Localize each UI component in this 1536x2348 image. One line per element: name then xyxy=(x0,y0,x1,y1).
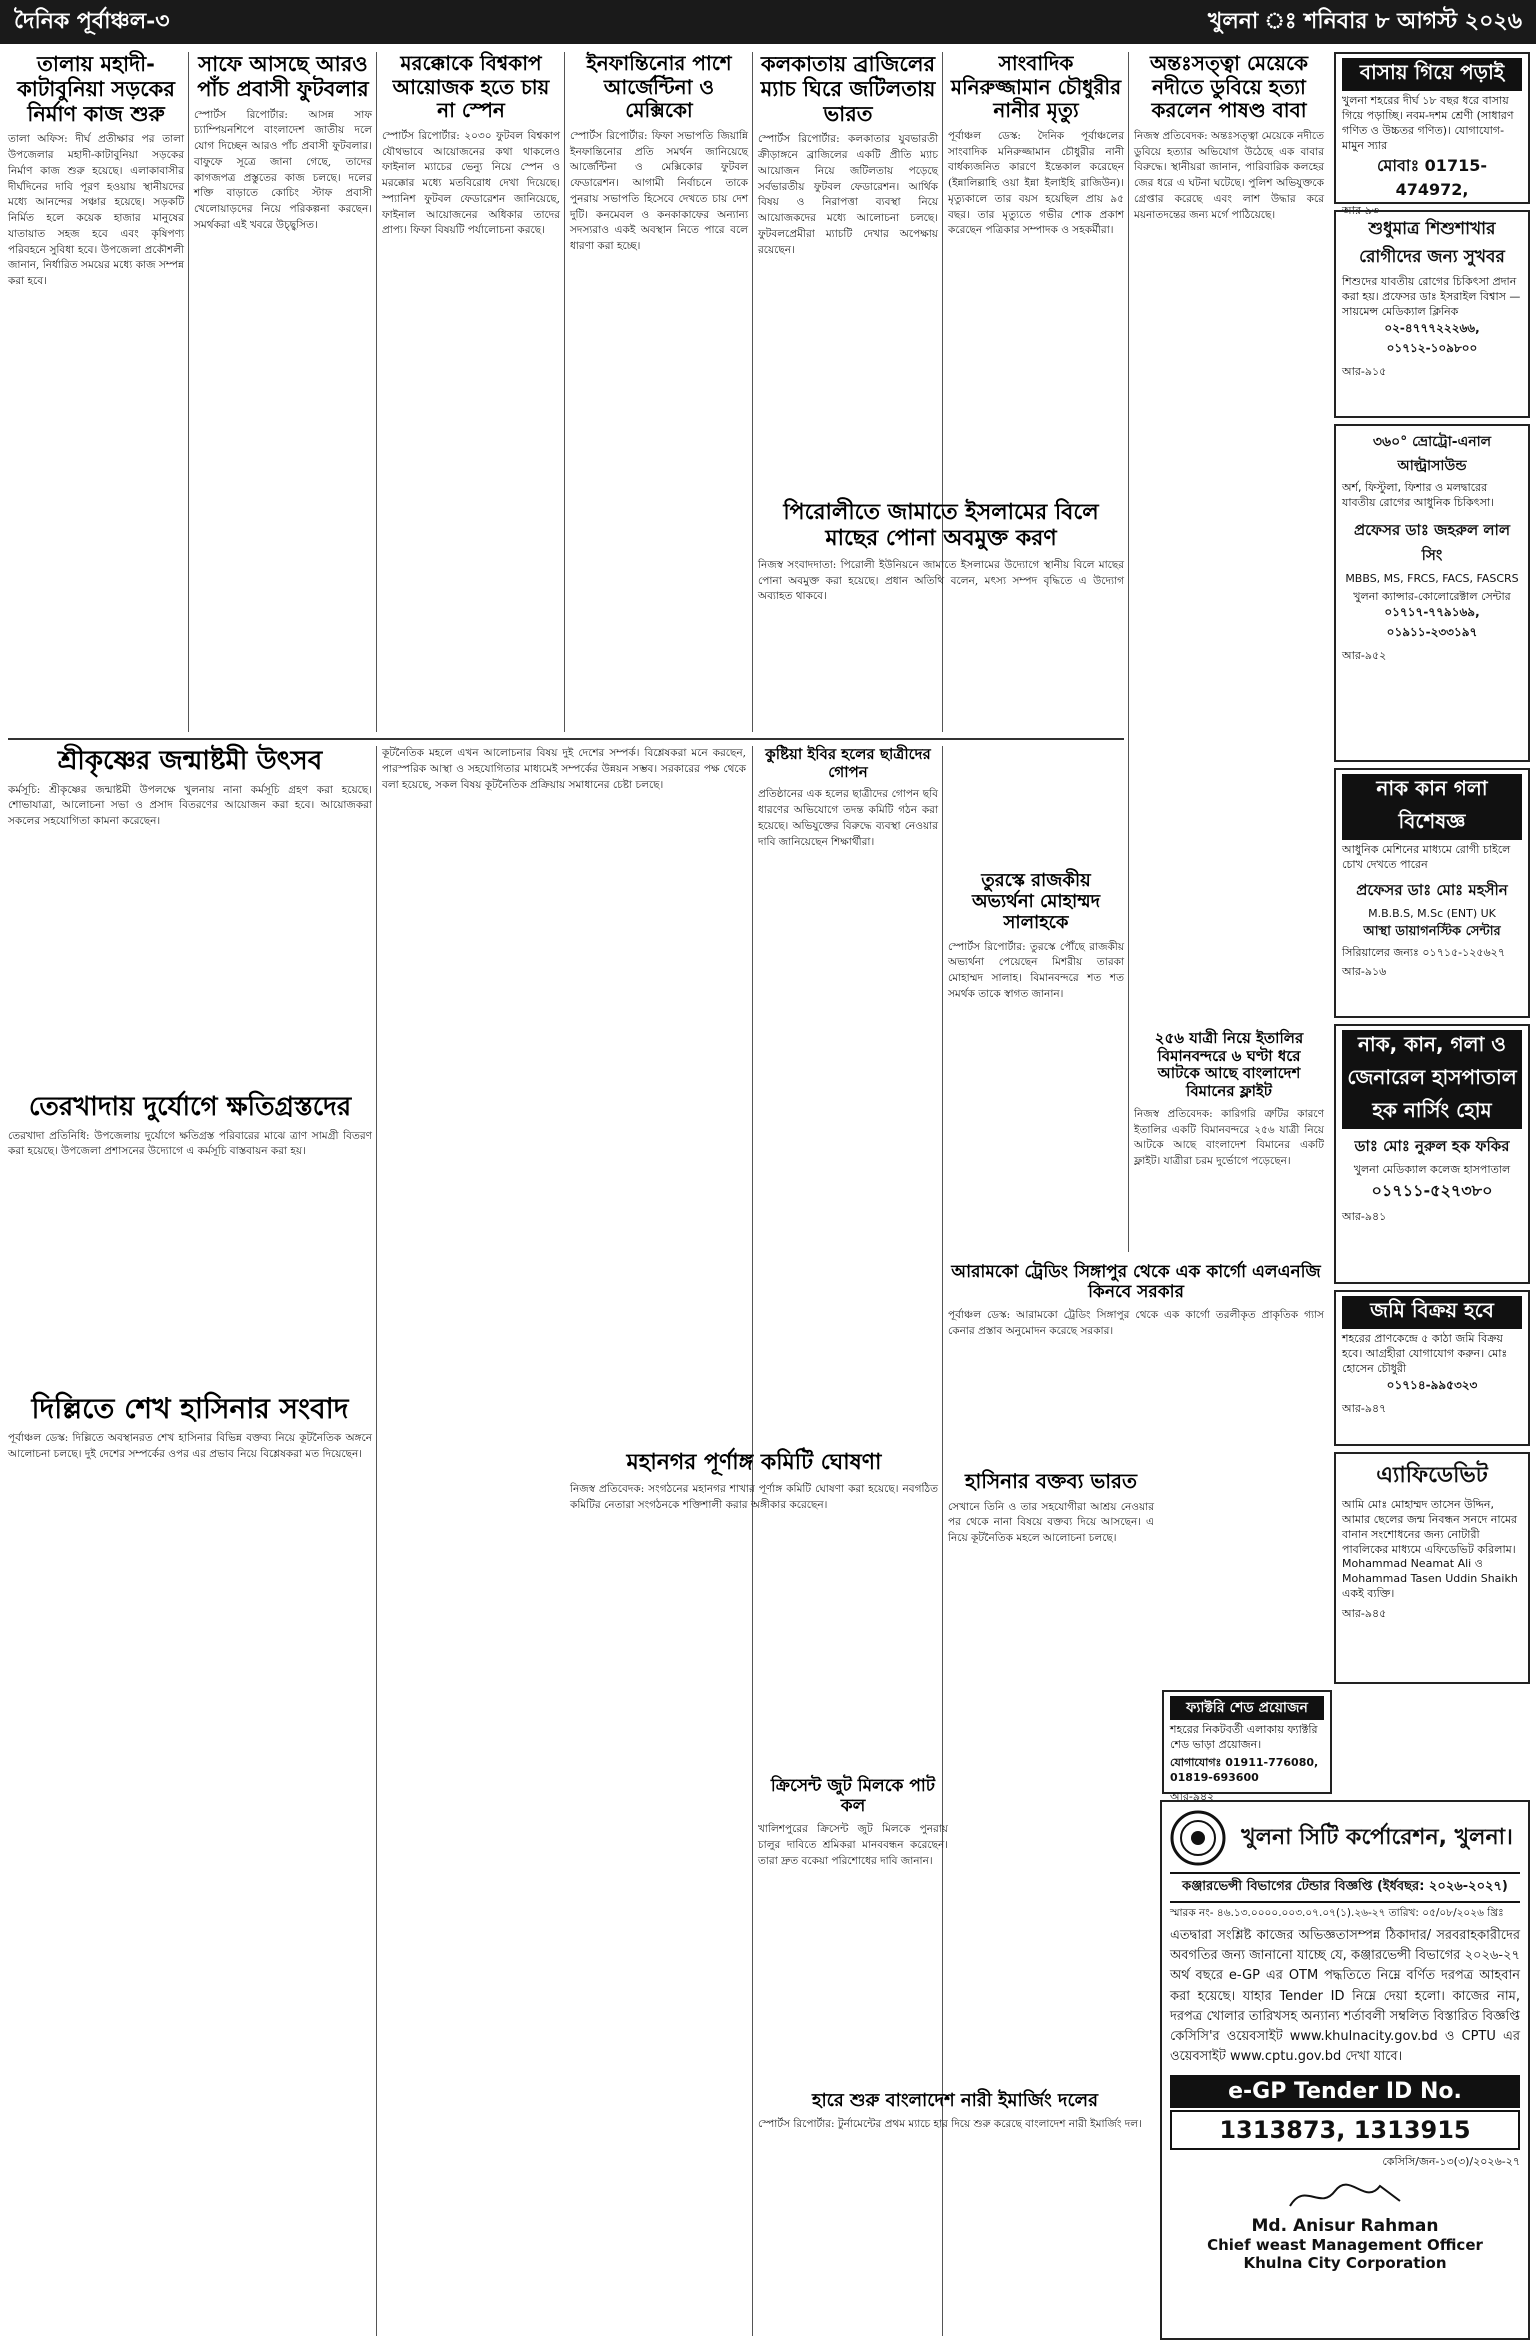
tender-body: এতদ্বারা সংশ্লিষ্ট কাজের অভিজ্ঞতাসম্পন্ন ঠিকাদার/ সরবরাহকারীদের অবগতির জন্য জানানো যাচ্ছে যে, কঞ্জারভেন্সী বিভাগের ২০২৬-২৭ অর্থ বছরে e-GP এর OTM পদ্ধতিতে নিম্নে বর্ণিত দরপত্র আহবান করা হয়েছে। যাহার Tender ID নিম্নে দেয়া হলো। কাজের নাম, দরপত্র খোলার তারিখসহ অন্যান্য শর্তাবলী সম্বলিত বিস্তারিত বিজ্ঞপ্তি কেসিসি'র ওয়েবসাইট www.khulnacity.gov.bd ও CPTU এর ওয়েবসাইট www.cptu.gov.bd দেখা যাবে। xyxy=(1170,1928,1520,2065)
ad-child-patients xyxy=(1334,210,1530,418)
headline: সাফে আসছে আরও পাঁচ প্রবাসী ফুটবলার xyxy=(197,52,369,101)
article-body: তেরখাদা প্রতিনিধি: উপজেলায় দুর্যোগে ক্ষতিগ্রস্ত পরিবারের মাঝে ত্রাণ সামগ্রী বিতরণ করা হয়েছে। উপজেলা প্রশাসনের উদ্যোগে এ কর্মসূচি বাস্তবায়ন করা হয়। xyxy=(8,1129,372,1158)
article-body: নিজস্ব প্রতিবেদক: সংগঠনের মহানগর শাখার পূর্ণাঙ্গ কমিটি ঘোষণা করা হয়েছে। নবগঠিত কমিটির নেতারা সংগঠনকে শক্তিশালী করার অঙ্গীকার করেছেন। xyxy=(570,1482,938,1511)
tender-id-label: e-GP Tender ID No. xyxy=(1170,2075,1520,2108)
article-aramco-lng xyxy=(948,1262,1324,1462)
article-body: স্পোর্টস রিপোর্টার: তুরস্কে পৌঁছে রাজকীয় অভ্যর্থনা পেয়েছেন মিশরীয় তারকা মোহাম্মদ সালাহ। বিমানবন্দরে শত শত সমর্থক তাকে স্বাগত জানান। xyxy=(948,940,1124,1000)
article-saf-footballers xyxy=(194,52,372,732)
ad-affidavit xyxy=(1334,1452,1530,1684)
kcc-seal-icon xyxy=(1170,1810,1226,1866)
ad-place: আস্থা ডায়াগনস্টিক সেন্টার xyxy=(1363,923,1501,939)
ad-phone: ০১৭১৭-৭৭৯১৬৯, ০১৯১১-২৩৩১৯৭ xyxy=(1384,605,1480,640)
tender-signer: Md. Anisur Rahman xyxy=(1251,2216,1439,2237)
page-header xyxy=(0,0,1536,44)
article-body: নিজস্ব প্রতিবেদক: কারিগরি ত্রুটির কারণে ইতালির একটি বিমানবন্দরে ২৫৬ যাত্রী নিয়ে আটকে আছে বাংলাদেশ বিমানের একটি ফ্লাইট। যাত্রীরা চরম দুর্ভোগে পড়েছেন। xyxy=(1134,1107,1324,1167)
ad-phone: যোগাযোগঃ 01911-776080, 01819-693600 xyxy=(1170,1755,1319,1784)
paper-page-name: দৈনিক পূর্বাঞ্চল-৩ xyxy=(14,7,170,34)
headline: তালায় মহাদী-কাটাবুনিয়া সড়কের নির্মাণ কাজ শুরু xyxy=(17,52,175,126)
ad-ref: আর-৯১৬ xyxy=(1342,965,1387,979)
tender-org: খুলনা সিটি কর্পোরেশন, খুলনা। xyxy=(1241,1824,1513,1850)
ad-ref: আর-৯৪১ xyxy=(1342,1209,1387,1223)
article-terokhada-disaster xyxy=(8,1092,372,1382)
headline: সাংবাদিক মনিরুজ্জামান চৌধুরীর নানীর মৃত্যু xyxy=(950,51,1122,123)
headline: ইনফান্তিনোর পাশে আর্জেন্টিনা ও মেক্সিকো xyxy=(586,51,732,123)
ad-place: খুলনা মেডিক্যাল কলেজ হাসপাতাল xyxy=(1353,1163,1511,1176)
article-kolkata-brazil xyxy=(758,52,938,492)
article-body: স্পোর্টস রিপোর্টার: ফিফা সভাপতি জিয়ান্নি ইনফান্তিনোর প্রতি সমর্থন জানিয়েছে আর্জেন্টিনা ও মেক্সিকোর ফুটবল ফেডারেশন। আগামী নির্বাচনে তাকে পুনরায় সভাপতি হিসেবে দেখতে চায় দেশ দুটি। কনমেবল ও কনকাকাফের অন্যান্য সদস্যরাও একই অবস্থান নিতে পারে বলে ধারণা করা হচ্ছে। xyxy=(570,129,748,253)
headline: আরামকো ট্রেডিং সিঙ্গাপুর থেকে এক কার্গো এলএনজি কিনবে সরকার xyxy=(951,1262,1321,1303)
ad-title: ৩৬০° ভ্রোট্রো-এনাল আল্ট্রাসাউন্ড xyxy=(1372,434,1492,474)
article-body: স্পোর্টস রিপোর্টার: আসন্ন সাফ চ্যাম্পিয়নশিপে বাংলাদেশ জাতীয় দলে যোগ দিচ্ছেন আরও পাঁচ প্রবাসী ফুটবলার। বাফুফে সূত্রে জানা গেছে, তাদের কাগজপত্র প্রস্তুতের কাজ চলছে। দলের শক্তি বাড়াতে কোচিং স্টাফ প্রবাসী খেলোয়াড়দের নিয়ে পরিকল্পনা করছেন। সমর্থকরা এই খবরে উচ্ছ্বসিত। xyxy=(194,108,372,231)
article-janmashtami xyxy=(8,746,372,1082)
ad-haque-nursing-home xyxy=(1334,1024,1530,1284)
article-delhi-hasina xyxy=(8,1392,372,2336)
ad-title: জমি বিক্রয় হবে xyxy=(1342,1296,1522,1329)
ad-ent-specialist xyxy=(1334,768,1530,1018)
article-body: প্রতিষ্ঠানের এক হলের ছাত্রীদের গোপন ছবি ধারণের অভিযোগে তদন্ত কমিটি গঠন করা হয়েছে। অভিযুক্তের বিরুদ্ধে ব্যবস্থা নেওয়ার দাবি জানিয়েছেন শিক্ষার্থীরা। xyxy=(758,788,938,848)
headline: হাসিনার বক্তব্য ভারত xyxy=(964,1469,1138,1493)
article-body: স্পোর্টস রিপোর্টার: ২০৩০ ফুটবল বিশ্বকাপ যৌথভাবে আয়োজনের কথা থাকলেও ফাইনাল ম্যাচের ভেন্যু নিয়ে স্পেন ও মরক্কোর মধ্যে মতবিরোধ দেখা দিয়েছে। স্প্যানিশ ফুটবল ফেডারেশন জানিয়েছে, ফাইনাল আয়োজনের অধিকার তাদের প্রাপ্য। ফিফা বিষয়টি পর্যালোচনা করছে। xyxy=(382,129,560,237)
article-pregnant-daughter xyxy=(1134,52,1324,1192)
headline: অন্তঃসত্ত্বা মেয়েকে নদীতে ডুবিয়ে হত্যা করলেন পাষণ্ড বাবা xyxy=(1149,51,1309,123)
article-body: তালা অফিস: দীর্ঘ প্রতীক্ষার পর তালা উপজেলার মহাদী-কাটাবুনিয়া সড়কের নির্মাণ কাজ শুরু হয়েছে। এলাকাবাসীর দীর্ঘদিনের দাবি পূরণ হওয়ায় স্থানীয়দের মধ্যে আনন্দের সঞ্চার হয়েছে। সড়কটি নির্মিত হলে কয়েক হাজার মানুষের যাতায়াত সহজ হবে এবং কৃষিপণ্য পরিবহনে সুবিধা হবে। উপজেলা প্রকৌশলী জানান, নির্ধারিত সময়ের মধ্যে কাজ সম্পন্ন করা হবে। xyxy=(8,133,184,288)
ad-phone: ০১৭১১-৫২৭৩৮০ xyxy=(1371,1180,1493,1200)
tender-role: Chief weast Management Officer xyxy=(1207,2236,1483,2255)
tender-memo: স্মারক নং- ৪৬.১৩.০০০০.০০৩.০৭.০৭(১).২৬-২৭ তারিখ: ০৫/০৮/২০২৬ খ্রিঃ xyxy=(1170,1907,1504,1919)
ad-ref: আর-৯৪২ xyxy=(1170,1790,1215,1804)
ad-title: নাক কান গলা বিশেষজ্ঞ xyxy=(1342,774,1522,840)
article-body: পূর্বাঞ্চল ডেস্ক: দিল্লিতে অবস্থানরত শেখ হাসিনার বিভিন্ন বক্তব্য নিয়ে কূটনৈতিক অঙ্গনে আলোচনা চলছে। দুই দেশের সম্পর্কের ওপর এর প্রভাব নিয়ে বিশ্লেষকরা মত দিয়েছেন। xyxy=(8,1432,372,1460)
tender-notice xyxy=(1160,1800,1530,2340)
ad-body: খুলনা শহরের দীর্ঘ ১৮ বছর ধরে বাসায় গিয়ে পড়াচ্ছি। নবম-দশম শ্রেণী (সাধারণ গণিত ও উচ্চতর গণিত)। যোগাযোগ- মামুন স্যার xyxy=(1342,94,1514,152)
article-morocco-worldcup xyxy=(382,52,560,732)
tender-city: Khulna City Corporation xyxy=(1243,2254,1447,2273)
ad-ref: আর-৯৫২ xyxy=(1342,649,1387,663)
ad-ultrasound xyxy=(1334,424,1530,762)
ad-land-sale xyxy=(1334,1290,1530,1446)
ad-doctor: প্রফেসর ডাঃ জহরুল লাল সিং xyxy=(1353,520,1511,564)
article-women-emerging xyxy=(758,2090,1152,2336)
article-crescent-jute xyxy=(758,1776,948,2076)
headline: তুরস্কে রাজকীয় অভ্যর্থনা মোহাম্মদ সালাহকে xyxy=(971,870,1101,934)
ad-phone: ০২-৪৭৭৭২২২৬৬, ০১৭১২-১০৯৮০০ xyxy=(1384,320,1480,355)
article-body: স্পোর্টস রিপোর্টার: টুর্নামেন্টের প্রথম ম্যাচে হার দিয়ে শুরু করেছে বাংলাদেশ নারী ইমার্জিং দল। xyxy=(758,2118,1142,2131)
ad-title: ফ্যাক্টরি শেড প্রয়োজন xyxy=(1170,1696,1324,1720)
article-body: নিজস্ব প্রতিবেদক: অন্তঃসত্ত্বা মেয়েকে নদীতে ডুবিয়ে হত্যার অভিযোগ উঠেছে এক বাবার বিরুদ্ধে। স্থানীয়রা জানান, পারিবারিক কলহের জের ধরে এ ঘটনা ঘটেছে। পুলিশ অভিযুক্তকে গ্রেপ্তার করেছে এবং লাশ উদ্ধার করে ময়নাতদন্তের জন্য মর্গে পাঠিয়েছে। xyxy=(1134,129,1324,221)
headline: কলকাতায় ব্রাজিলের ম্যাচ ঘিরে জটিলতায় ভারত xyxy=(760,52,936,126)
ad-factory-shed xyxy=(1162,1690,1332,1804)
tender-ids: 1313873, 1313915 xyxy=(1170,2110,1520,2150)
ad-doctor: প্রফেসর ডাঃ মোঃ মহসীন xyxy=(1356,880,1508,899)
article-body: খালিশপুরের ক্রিসেন্ট জুট মিলকে পুনরায় চালুর দাবিতে শ্রমিকরা মানববন্ধন করেছেন। তারা দ্রুত বকেয়া পরিশোধের দাবি জানান। xyxy=(758,1823,948,1867)
tender-subtitle: কঞ্জারভেন্সী বিভাগের টেন্ডার বিজ্ঞপ্তি (ইর্ধবছর: ২০২৬-২০২৭) xyxy=(1170,1872,1520,1903)
ad-body: শহরের প্রাণকেন্দ্রে ৫ কাঠা জমি বিক্রয় হবে। আগ্রহীরা যোগাযোগ করুন। মোঃ হোসেন চৌধুরী xyxy=(1342,1332,1508,1375)
ad-ref: আর-৯১৫ xyxy=(1342,364,1387,378)
headline: পিরোলীতে জামাতে ইসলামের বিলে মাছের পোনা অবমুক্ত করণ xyxy=(783,500,1099,551)
article-salah-turkey xyxy=(948,870,1124,1020)
ad-phone: ০১৭১৪-৯৯৫৩২৩ xyxy=(1386,1377,1478,1392)
issue-date: খুলনা ঃ শনিবার ৮ আগস্ট ২০২৬ xyxy=(1207,7,1522,34)
article-body: নিজস্ব সংবাদদাতা: পিরোলী ইউনিয়নে জামাতে ইসলামের উদ্যোগে স্থানীয় বিলে মাছের পোনা অবমুক্ত করা হয়েছে। প্রধান অতিথি বলেন, মৎস্য সম্পদ বৃদ্ধিতে এ উদ্যোগ অব্যাহত থাকবে। xyxy=(758,558,1124,603)
article-body: কর্মসূচি: শ্রীকৃষ্ণের জন্মাষ্টমী উপলক্ষে খুলনায় নানা কর্মসূচি গ্রহণ করা হয়েছে। শোভাযাত্রা, আলোচনা সভা ও প্রসাদ বিতরণের আয়োজন করা হবে। আয়োজকরা সকলের সহযোগিতা কামনা করেছেন। xyxy=(8,783,372,828)
ad-degree: MBBS, MS, FRCS, FACS, FASCRS xyxy=(1345,571,1519,585)
article-tala-road xyxy=(8,52,184,732)
ad-ref: আর-৯৩ xyxy=(1342,204,1380,218)
ad-title: শুধুমাত্র শিশুশাখার রোগীদের জন্য সুখবর xyxy=(1359,219,1505,267)
headline: শ্রীকৃষ্ণের জন্মাষ্টমী উৎসব xyxy=(57,746,323,776)
ad-body: আধুনিক মেশিনের মাধ্যমে রোগী চাইলে চোখ দেখতে পারেন xyxy=(1342,843,1511,871)
ad-body: অর্শ, ফিস্টুলা, ফিশার ও মলদ্বারের যাবতীয় রোগের আধুনিক চিকিৎসা। xyxy=(1342,481,1495,509)
headline: মহানগর পূর্ণাঙ্গ কমিটি ঘোষণা xyxy=(626,1450,882,1475)
headline: মরক্কোকে বিশ্বকাপ আয়োজক হতে চায় না স্পেন xyxy=(392,51,550,123)
article-infantino xyxy=(570,52,748,732)
article-hasina-india xyxy=(948,1470,1154,1730)
tender-ref: কেসিসি/জন-১৩(৩)/২০২৬-২৭ xyxy=(1382,2155,1520,2169)
article-journalist-obituary xyxy=(948,52,1124,492)
signature-icon xyxy=(1285,2176,1405,2216)
ad-body: শিশুদের যাবতীয় রোগের চিকিৎসা প্রদান করা হয়। প্রফেসর ডাঃ ইসরাইল বিশ্বাস — সায়মেন্স মেডিক্যাল ক্লিনিক xyxy=(1342,275,1521,318)
article-body: কূটনৈতিক মহলে এখন আলোচনার বিষয় দুই দেশের সম্পর্ক। বিশ্লেষকরা মনে করছেন, পারস্পরিক আস্থা ও সহযোগিতার মাধ্যমেই সম্পর্কের উন্নয়ন সম্ভব। সরকারের পক্ষ থেকে বলা হয়েছে, সকল বিষয় কূটনৈতিক প্রক্রিয়ায় সমাধানের চেষ্টা চলছে। xyxy=(382,747,746,791)
ad-title: বাসায় গিয়ে পড়াই xyxy=(1342,58,1522,91)
ad-doctor: ডাঃ মোঃ নুরুল হক ফকির xyxy=(1354,1137,1510,1155)
article-body: পূর্বাঞ্চল ডেস্ক: আরামকো ট্রেডিং সিঙ্গাপুর থেকে এক কার্গো তরলীকৃত প্রাকৃতিক গ্যাস কেনার প্রস্তাব অনুমোদন করেছে সরকার। xyxy=(948,1309,1324,1337)
article-italy-flight xyxy=(1134,1030,1324,1250)
headline: কুষ্টিয়া ইবির হলের ছাত্রীদের গোপন xyxy=(765,745,931,781)
article-metropolitan-committee xyxy=(570,1450,938,1770)
ad-title: নাক, কান, গলা ও জেনারেল হাসপাতাল হক নার্সিং হোম xyxy=(1342,1030,1522,1129)
ad-ref: আর-৯৪৭ xyxy=(1342,1401,1387,1415)
article-body: পূর্বাঞ্চল ডেস্ক: দৈনিক পূর্বাঞ্চলের সাংবাদিক মনিরুজ্জামান চৌধুরীর নানী বার্ধক্যজনিত কারণে ইন্তেকাল করেছেন (ইন্নালিল্লাহি ওয়া ইন্না ইলাইহি রাজিউন)। মৃত্যুকালে তার বয়স হয়েছিল প্রায় ৯৫ বছর। তার মৃত্যুতে গভীর শোক প্রকাশ করেছেন পত্রিকার সম্পাদক ও সহকর্মীরা। xyxy=(948,129,1124,237)
headline: দিল্লিতে শেখ হাসিনার সংবাদ xyxy=(31,1392,349,1425)
headline: ক্রিসেন্ট জুট মিলকে পাট কল xyxy=(770,1776,936,1817)
ad-ref: আর-৯৪৫ xyxy=(1342,1606,1387,1620)
article-piroli-fish xyxy=(758,500,1124,730)
ad-degree: M.B.B.S, M.Sc (ENT) UK xyxy=(1368,906,1496,920)
headline: তেরখাদায় দুর্যোগে ক্ষতিগ্রস্তদের xyxy=(28,1092,352,1122)
article-body: সেখানে তিনি ও তার সহযোগীরা আশ্রয় নেওয়ার পর থেকে নানা বিষয়ে বক্তব্য দিয়ে আসছেন। এ নিয়ে কূটনৈতিক মহলে আলোচনা চলছে। xyxy=(948,1500,1154,1545)
ad-body: শহরের নিকটবর্তী এলাকায় ফ্যাক্টরি শেড ভাড়া প্রয়োজন। xyxy=(1170,1723,1318,1751)
ad-body: আমি মোঃ মোহাম্মদ তাসেন উদ্দিন, আমার ছেলের জন্ম নিবন্ধন সনদে নামের বানান সংশোধনের জন্য নোটারী পাবলিকের মাধ্যমে এফিডেভিট করিলাম। Mohammad Neamat Ali ও Mohammad Tasen Uddin Shaikh একই ব্যক্তি। xyxy=(1342,1498,1518,1601)
article-kushtia-iu xyxy=(758,746,938,1136)
ad-phone: সিরিয়ালের জন্যঃ ০১৭১৫-১২৫৬২৭ xyxy=(1342,945,1505,959)
ad-home-tutor xyxy=(1334,52,1530,218)
ad-place: খুলনা ক্যান্সার-কোলোরেক্টাল সেন্টার xyxy=(1353,589,1511,603)
ad-title: এ্যাফিডেভিট xyxy=(1376,1463,1488,1488)
ad-phone: মোবাঃ 01715-474972, xyxy=(1377,156,1487,200)
article-body: স্পোর্টস রিপোর্টার: কলকাতার যুবভারতী ক্রীড়াঙ্গনে ব্রাজিলের একটি প্রীতি ম্যাচ আয়োজন নিয়ে জটিলতায় পড়েছে সর্বভারতীয় ফুটবল ফেডারেশন। আর্থিক বিষয় ও নিরাপত্তা ব্যবস্থা নিয়ে আয়োজকদের মধ্যে আলোচনা চলছে। ফুটবলপ্রেমীরা ম্যাচটি দেখার অপেক্ষায় রয়েছেন। xyxy=(758,133,938,256)
headline: হারে শুরু বাংলাদেশ নারী ইমার্জিং দলের xyxy=(811,2090,1098,2111)
headline: ২৫৬ যাত্রী নিয়ে ইতালির বিমানবন্দরে ৬ ঘণ্টা ধরে আটকে আছে বাংলাদেশ বিমানের ফ্লাইট xyxy=(1154,1029,1304,1101)
tender-header xyxy=(1170,1810,1520,1866)
